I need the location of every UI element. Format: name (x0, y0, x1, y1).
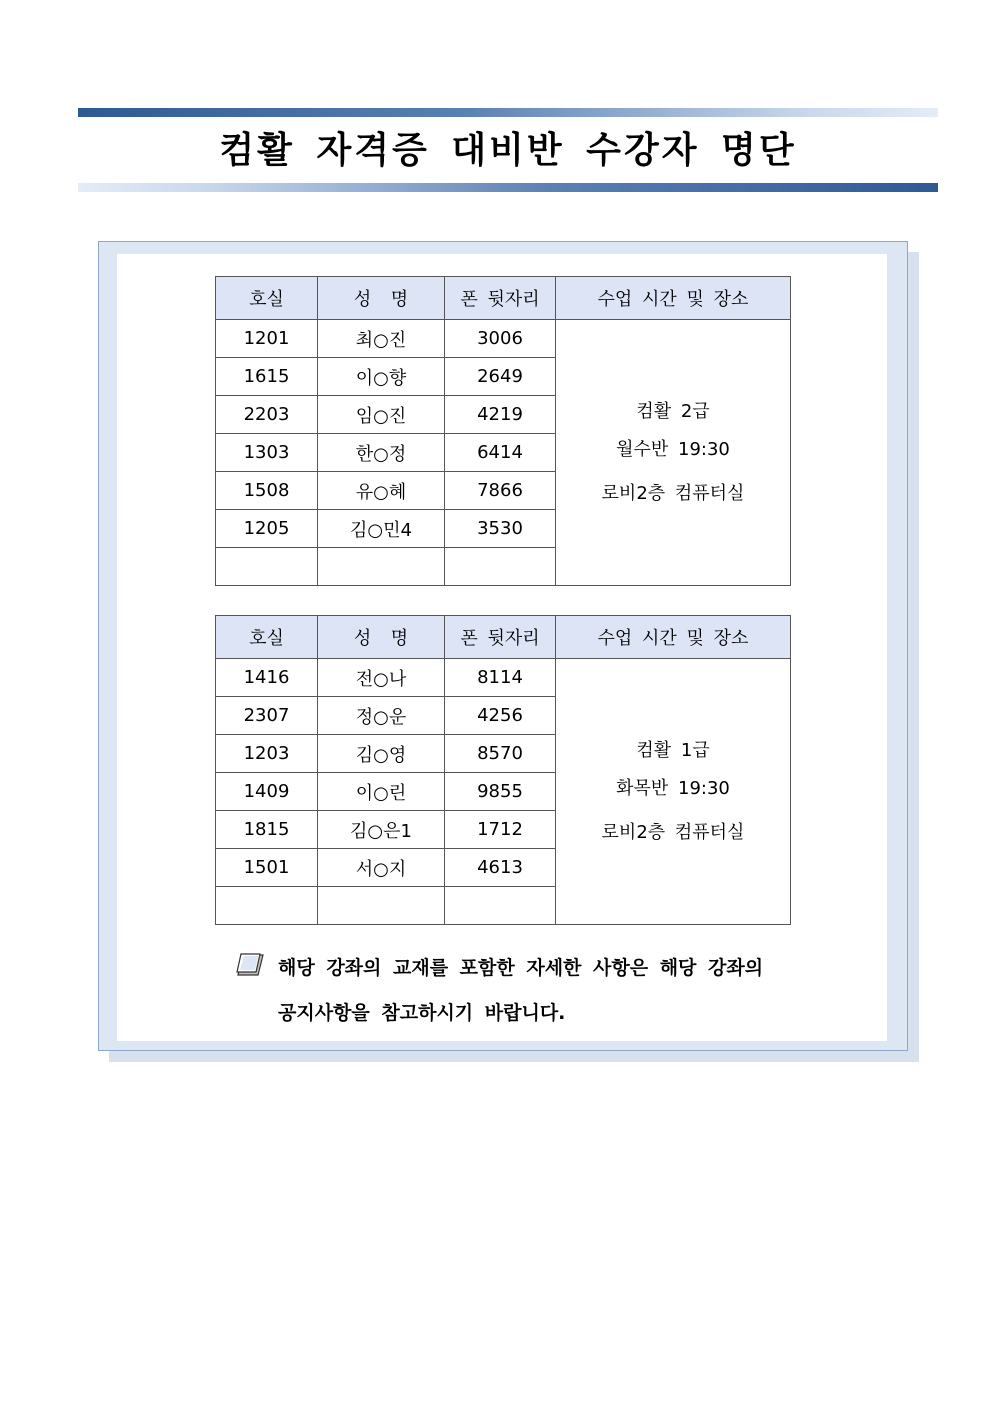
cell-phone: 1712 (445, 811, 556, 849)
cell-room: 1205 (216, 510, 318, 548)
notice-line-1: 해당 강좌의 교재를 포함한 자세한 사항은 해당 강좌의 (278, 957, 764, 979)
cell-phone: 8570 (445, 735, 556, 773)
note-icon (236, 953, 264, 977)
cell-room: 1501 (216, 849, 318, 887)
roster-table-1 (215, 276, 791, 586)
cell-phone: 2649 (445, 358, 556, 396)
cell-phone: 6414 (445, 434, 556, 472)
cell-phone: 4219 (445, 396, 556, 434)
cell-phone: 4256 (445, 697, 556, 735)
cell-name: 김○은1 (318, 811, 445, 849)
table-row (216, 320, 791, 358)
class-location: 로비2층 컴퓨터실 (601, 482, 745, 504)
class-schedule: 화목반 19:30 (616, 777, 730, 799)
title-bar-bottom (78, 183, 938, 192)
cell-name: 임○진 (318, 396, 445, 434)
table-header-row (216, 616, 791, 659)
cell-phone: 3530 (445, 510, 556, 548)
class-info-cell (556, 320, 791, 586)
cell-name: 김○민4 (318, 510, 445, 548)
cell-phone: 9855 (445, 773, 556, 811)
title-bar-top (78, 108, 938, 117)
cell-room: 1508 (216, 472, 318, 510)
cell-name: 이○향 (318, 358, 445, 396)
cell-name: 정○운 (318, 697, 445, 735)
cell-room: 1203 (216, 735, 318, 773)
cell-phone: 7866 (445, 472, 556, 510)
cell-name: 서○지 (318, 849, 445, 887)
cell-room: 1409 (216, 773, 318, 811)
cell-room: 1416 (216, 659, 318, 697)
cell-name: 이○린 (318, 773, 445, 811)
class-level: 컴활 1급 (636, 739, 710, 761)
cell-name: 유○혜 (318, 472, 445, 510)
cell-room: 2203 (216, 396, 318, 434)
header-info: 수업 시간 및 장소 (556, 277, 791, 320)
cell-name: 한○정 (318, 434, 445, 472)
cell-name (318, 548, 445, 586)
cell-room: 1815 (216, 811, 318, 849)
cell-room (216, 548, 318, 586)
header-phone: 폰 뒷자리 (445, 277, 556, 320)
class-schedule: 월수반 19:30 (616, 438, 730, 460)
class-location: 로비2층 컴퓨터실 (601, 821, 745, 843)
header-phone: 폰 뒷자리 (445, 616, 556, 659)
cell-name: 김○영 (318, 735, 445, 773)
cell-phone: 3006 (445, 320, 556, 358)
cell-name: 전○나 (318, 659, 445, 697)
cell-room: 1201 (216, 320, 318, 358)
cell-room: 1615 (216, 358, 318, 396)
table-row (216, 659, 791, 697)
notice-line-2: 공지사항을 참고하시기 바랍니다. (278, 1002, 566, 1024)
header-room: 호실 (216, 277, 318, 320)
cell-phone (445, 887, 556, 925)
header-name: 성 명 (318, 616, 445, 659)
cell-room: 2307 (216, 697, 318, 735)
cell-room (216, 887, 318, 925)
cell-name: 최○진 (318, 320, 445, 358)
table-header-row (216, 277, 791, 320)
header-name: 성 명 (318, 277, 445, 320)
cell-phone (445, 548, 556, 586)
class-info-cell (556, 659, 791, 925)
cell-room: 1303 (216, 434, 318, 472)
cell-name (318, 887, 445, 925)
roster-table-2 (215, 615, 791, 925)
class-level: 컴활 2급 (636, 400, 710, 422)
header-room: 호실 (216, 616, 318, 659)
page-title: 컴활 자격증 대비반 수강자 명단 (219, 130, 797, 171)
cell-phone: 8114 (445, 659, 556, 697)
header-info: 수업 시간 및 장소 (556, 616, 791, 659)
cell-phone: 4613 (445, 849, 556, 887)
